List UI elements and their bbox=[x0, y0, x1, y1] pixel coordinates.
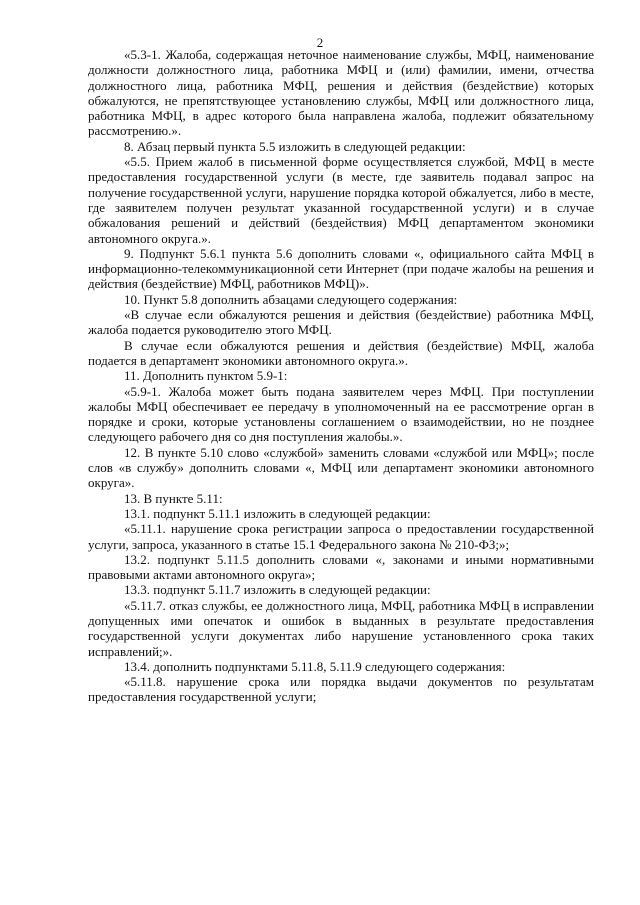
page-number: 2 bbox=[316, 35, 324, 50]
paragraph: 8. Абзац первый пункта 5.5 изложить в следующей редакции: bbox=[124, 138, 466, 154]
paragraph: 9. Подпункт 5.6.1 пункта 5.6 дополнить словами «, официального сайта МФЦ в информационно-телекоммуникационной сети Интернет (при подаче жалобы на решения и действия (бездействие) МФЦ, работников МФЦ)». bbox=[88, 245, 594, 292]
paragraph: 11. Дополнить пунктом 5.9-1: bbox=[124, 368, 288, 384]
paragraph: 13.1. подпункт 5.11.1 изложить в следующей редакции: bbox=[124, 505, 431, 521]
paragraph: «5.11.8. нарушение срока или порядка выдачи документов по результатам предоставления государственной услуги; bbox=[88, 674, 594, 705]
paragraph: 13. В пункте 5.11: bbox=[124, 490, 223, 506]
paragraph: «5.11.7. отказ службы, ее должностного лица, МФЦ, работника МФЦ в исправлении допущенных ими опечаток и ошибок в выданных в результате предоставления государственной услуги документах либо нарушение установленного срока таких исправлений;». bbox=[88, 597, 594, 659]
paragraph: 13.4. дополнить подпунктами 5.11.8, 5.11.9 следующего содержания: bbox=[124, 658, 506, 674]
paragraph: 10. Пункт 5.8 дополнить абзацами следующего содержания: bbox=[124, 291, 458, 307]
paragraph: 12. В пункте 5.10 слово «службой» заменить словами «службой или МФЦ»; после слов «в службу» дополнить словами «, МФЦ или департамент экономики автономного округа». bbox=[88, 444, 594, 491]
paragraph: «5.9-1. Жалоба может быть подана заявителем через МФЦ. При поступлении жалобы МФЦ обеспечивает ее передачу в уполномоченный на ее рассмотрение орган в порядке и сроки, которые установлены соглашением о взаимодействии, но не позднее следующего рабочего дня со дня поступления жалобы.». bbox=[88, 383, 594, 445]
paragraph: «В случае если обжалуются решения и действия (бездействие) работника МФЦ, жалоба подается руководителю этого МФЦ. bbox=[88, 307, 594, 338]
paragraph: 13.3. подпункт 5.11.7 изложить в следующей редакции: bbox=[124, 582, 431, 598]
paragraph: «5.11.1. нарушение срока регистрации запроса о предоставлении государственной услуги, запроса, указанного в статье 15.1 Федерального закона № 210-ФЗ;»; bbox=[88, 521, 594, 552]
paragraph: «5.5. Прием жалоб в письменной форме осуществляется службой, МФЦ в месте предоставления государственной услуги (в месте, где заявитель подавал запрос на получение государственной услуги, нарушение порядка которой обжалуется, либо в месте, где заявителем получен результат указанной государственной услуги) и в случае обжалования решений и действий (бездействия) МФЦ департаментом экономики автономного округа.». bbox=[88, 154, 594, 246]
document-body bbox=[88, 47, 594, 705]
paragraph: «5.3-1. Жалоба, содержащая неточное наименование службы, МФЦ, наименование должности должностного лица, работника МФЦ и (или) фамилии, имени, отчества должностного лица, работника МФЦ, решения и действия (бездействие) которых обжалуются, не препятствующее установлению службы, МФЦ или должностного лица, работника МФЦ, в адрес которого была направлена жалоба, подлежит обязательному рассмотрению.». bbox=[88, 47, 594, 139]
paragraph: В случае если обжалуются решения и действия (бездействие) МФЦ, жалоба подается в департамент экономики автономного округа.». bbox=[88, 337, 594, 368]
paragraph: 13.2. подпункт 5.11.5 дополнить словами «, законами и иными нормативными правовыми актами автономного округа»; bbox=[88, 551, 594, 583]
